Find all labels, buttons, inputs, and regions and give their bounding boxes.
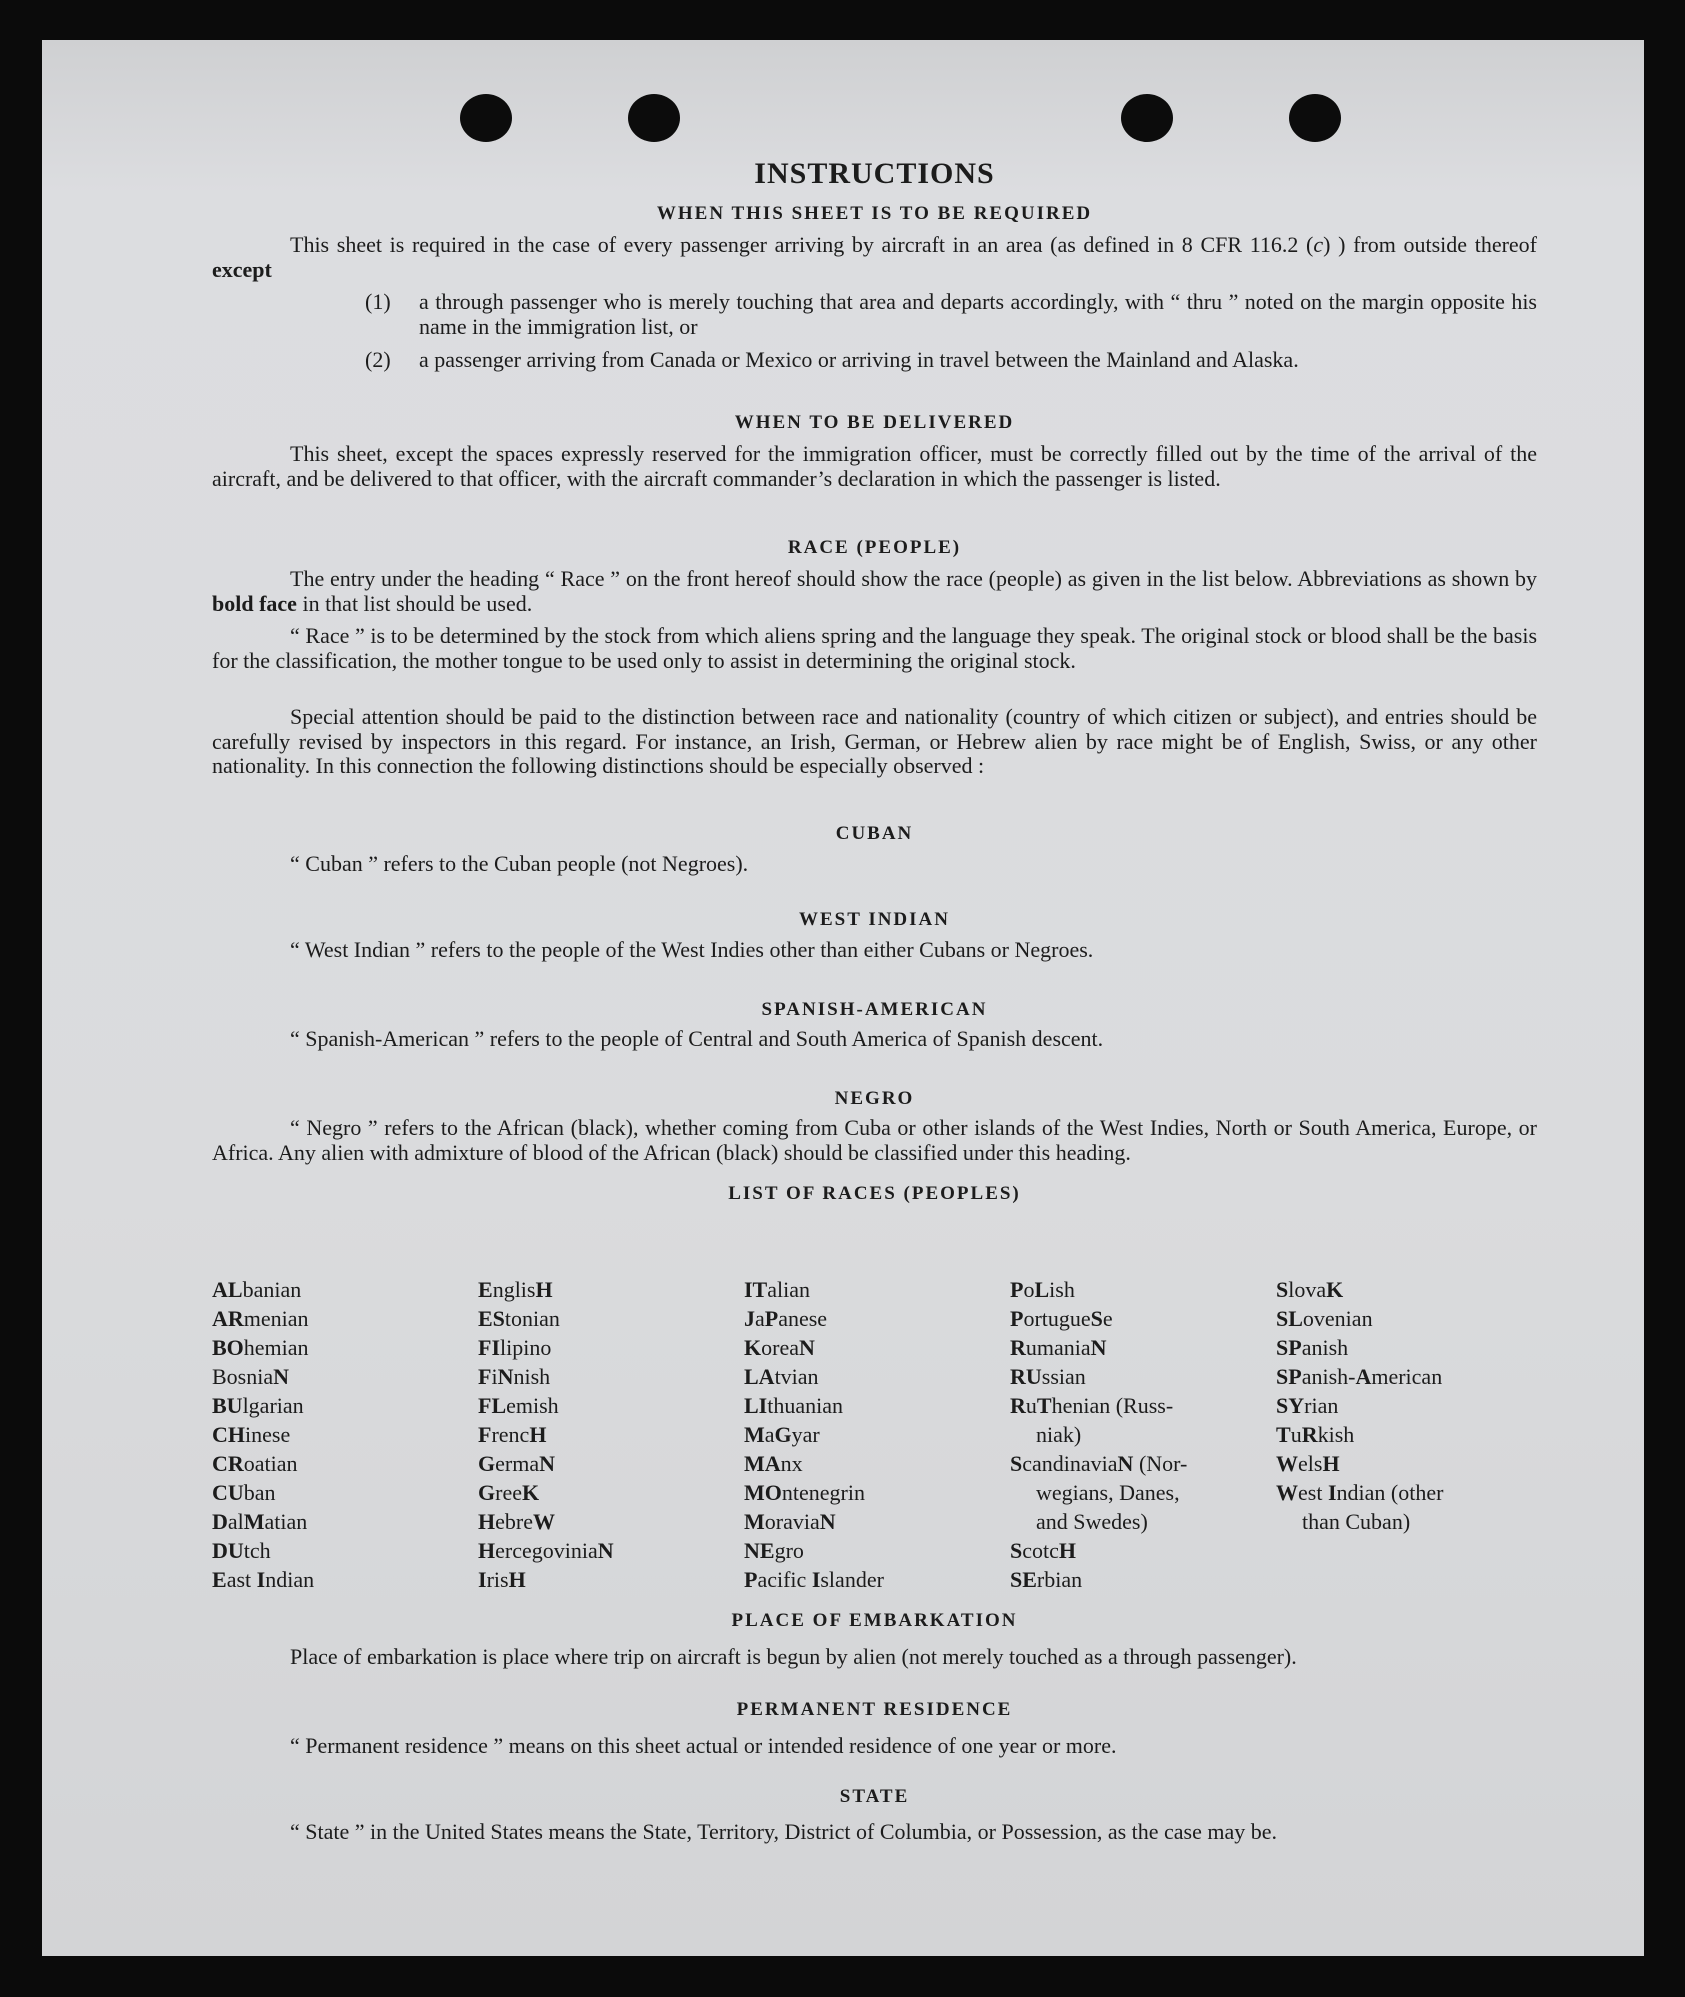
document-sheet (42, 40, 1644, 1956)
race-entry-text: Bosnia (212, 1364, 274, 1389)
race-entry-text: SE (1010, 1567, 1037, 1592)
race-entry-text: LA (744, 1364, 775, 1389)
race-entry-text: AL (212, 1277, 243, 1302)
race-entry-text: candinavia (1022, 1451, 1118, 1476)
exception-item-1: (1) a through passenger who is merely touching that area and departs accordingly, with “ thru ” noted on the margin opposite his name in the immigration list, or (365, 289, 1537, 339)
race-entry (1276, 1333, 1516, 1362)
race-entry-text: (Nor- (1133, 1451, 1188, 1476)
heading-list-of-races: LIST OF RACES (PEOPLES) (728, 1183, 1021, 1204)
paragraph-cuban: “ Cuban ” refers to the Cuban people (not Negroes). (290, 851, 749, 876)
race-entry-text: nglis (492, 1277, 536, 1302)
race-entry-text: MO (744, 1480, 782, 1505)
race-entry-text: a (755, 1306, 765, 1331)
race-entry-text: LI (744, 1393, 768, 1418)
race-entry-text: gro (774, 1538, 804, 1563)
heading-cuban: CUBAN (835, 823, 914, 844)
heading-negro: NEGRO (834, 1088, 915, 1109)
race-entry-text: S (1010, 1451, 1023, 1476)
race-entry-text: K (744, 1335, 762, 1360)
race-entry-text: e (1102, 1306, 1113, 1331)
race-entry-text: I (811, 1567, 821, 1592)
race-entry-text: oravia (764, 1509, 820, 1534)
race-entry-text: P (764, 1306, 779, 1331)
race-entry (1010, 1391, 1250, 1420)
race-entry-text: N (539, 1451, 555, 1476)
race-entry (1010, 1362, 1250, 1391)
race-entry (478, 1333, 718, 1362)
race-entry (1276, 1362, 1516, 1391)
race-entry-text: F (478, 1364, 492, 1389)
race-entry-text: K (1326, 1277, 1344, 1302)
race-entry-text: ebre (495, 1509, 533, 1534)
race-entry-text: L (1034, 1277, 1050, 1302)
race-entry (1276, 1304, 1516, 1333)
race-entry-text: est (1298, 1480, 1328, 1505)
race-entry (212, 1507, 452, 1536)
race-entry-text: DU (212, 1538, 244, 1563)
punch-hole (628, 94, 680, 142)
race-entry-text: N (1090, 1335, 1107, 1360)
punch-hole (460, 94, 512, 142)
race-entry-text: acific (757, 1567, 812, 1592)
race-entry-text: alian (767, 1277, 811, 1302)
punch-hole (1121, 94, 1173, 142)
heading-west-indian: WEST INDIAN (799, 909, 950, 930)
race-entry-text: FI (478, 1335, 500, 1360)
race-entry-text: IT (744, 1277, 768, 1302)
race-entry-text: ortugue (1023, 1306, 1091, 1331)
race-entry-text: N (497, 1364, 514, 1389)
race-entry-text: a (764, 1422, 775, 1447)
race-entry-text: henian (Russ- (1051, 1393, 1174, 1418)
race-entry-text: M (744, 1509, 765, 1534)
race-entry-text: BU (212, 1393, 243, 1418)
race-entry-text: anese (778, 1306, 828, 1331)
race-entry-text: slander (820, 1567, 884, 1592)
race-entry-text: H (478, 1538, 496, 1563)
race-entry-text: tch (243, 1538, 271, 1563)
race-entry-text: N (1117, 1451, 1134, 1476)
race-entry (212, 1362, 452, 1391)
race-entry-text: nx (780, 1451, 803, 1476)
heading-race: RACE (PEOPLE) (787, 537, 962, 558)
race-entry-text: CH (212, 1422, 245, 1447)
race-entry-text: W (532, 1509, 555, 1534)
race-entry (478, 1507, 718, 1536)
race-entry-text: ndian (265, 1567, 315, 1592)
race-entry-text: SL (1276, 1306, 1303, 1331)
race-entry-text: ndian (other (1336, 1480, 1444, 1505)
race-entry (212, 1275, 452, 1304)
race-entry-text: kish (1317, 1422, 1355, 1447)
race-entry (1276, 1420, 1516, 1449)
race-entry (744, 1391, 984, 1420)
race-entry (744, 1565, 984, 1594)
race-entry (1276, 1391, 1516, 1420)
race-entry-text: E (478, 1277, 493, 1302)
race-entry (1276, 1449, 1516, 1478)
race-entry-text: G (478, 1480, 496, 1505)
race-entry (478, 1536, 718, 1565)
race-entry (1276, 1478, 1516, 1507)
race-entry-text: RU (1010, 1364, 1042, 1389)
paragraph-state: “ State ” in the United States means the State, Territory, District of Columbia, or Possession, as the case may be. (290, 1819, 1278, 1844)
paragraph-race-2: “ Race ” is to be determined by the stock from which aliens spring and the language they speak. The original stock or blood shall be the basis for the classification, the mother tongue to be used only to assist in determining the original stock. (212, 623, 1537, 673)
race-entry (1276, 1275, 1516, 1304)
race-entry-text: W (1276, 1451, 1298, 1476)
race-entry (478, 1565, 718, 1594)
paragraph-race-1: The entry under the heading “ Race ” on the front hereof should show the race (people) as given in the list below. Abbreviations as shown by bold face in that list should be used. (212, 566, 1537, 616)
exception-item-2: (2) a passenger arriving from Canada or Mexico or arriving in travel between the Mainland and Alaska. (365, 347, 1299, 372)
race-entry-text: al (227, 1509, 244, 1534)
race-entry-text: oatian (243, 1451, 298, 1476)
race-entry (1276, 1507, 1516, 1536)
race-entry-text: and Swedes) (1036, 1509, 1148, 1534)
race-entry-text: than Cuban) (1302, 1509, 1411, 1534)
race-entry-text: D (212, 1509, 228, 1534)
race-entry-text: inese (245, 1422, 291, 1447)
race-entry-text: M (243, 1509, 265, 1534)
race-entry (212, 1449, 452, 1478)
race-entry-text: umania (1025, 1335, 1091, 1360)
race-list-column-1 (212, 1275, 452, 1594)
race-entry-text: P (1010, 1306, 1024, 1331)
race-entry (478, 1478, 718, 1507)
race-entry (744, 1536, 984, 1565)
race-entry-text: hemian (243, 1335, 309, 1360)
race-entry-text: F (478, 1422, 492, 1447)
race-entry-text: rbian (1036, 1567, 1083, 1592)
race-entry-text: N (819, 1509, 836, 1534)
race-entry-text: merican (1371, 1364, 1443, 1389)
race-entry-text: FL (478, 1393, 507, 1418)
race-entry-text: ban (243, 1480, 276, 1505)
race-entry-text: ercegovinia (495, 1538, 598, 1563)
heading-when-required: WHEN THIS SHEET IS TO BE REQUIRED (656, 203, 1093, 224)
paragraph-spanish-american: “ Spanish-American ” refers to the people of Central and South America of Spanish descent. (290, 1026, 1104, 1051)
race-entry (1010, 1275, 1250, 1304)
race-entry (1010, 1449, 1250, 1478)
race-entry (744, 1333, 984, 1362)
race-entry-text: orea (761, 1335, 799, 1360)
race-entry-text: thuanian (767, 1393, 844, 1418)
race-entry-text: lgarian (242, 1393, 304, 1418)
race-entry-text: ntenegrin (781, 1480, 865, 1505)
race-entry-text: ree (495, 1480, 522, 1505)
race-entry-text: tonian (504, 1306, 560, 1331)
race-entry-text: G (774, 1422, 792, 1447)
race-entry-text: N (273, 1364, 290, 1389)
race-entry-text: niak) (1036, 1422, 1082, 1447)
race-list-column-2 (478, 1275, 718, 1594)
race-entry-text: erma (495, 1451, 540, 1476)
race-entry-text: R (1010, 1335, 1026, 1360)
race-entry-text: renc (491, 1422, 530, 1447)
race-entry-text: ish (1049, 1277, 1075, 1302)
race-entry-text: P (744, 1567, 758, 1592)
race-entry-text: lova (1288, 1277, 1327, 1302)
race-entry-text: ssian (1041, 1364, 1086, 1389)
race-entry-text: nish (513, 1364, 551, 1389)
race-entry-text: tvian (774, 1364, 819, 1389)
race-entry-text: SP (1276, 1364, 1302, 1389)
race-entry-text: u (1290, 1422, 1302, 1447)
race-entry-text: BO (212, 1335, 244, 1360)
heading-permanent-residence: PERMANENT RESIDENCE (736, 1699, 1013, 1720)
race-entry (744, 1304, 984, 1333)
race-entry-text: ast (226, 1567, 257, 1592)
race-entry (212, 1391, 452, 1420)
race-entry-text: NE (744, 1538, 775, 1563)
race-entry (478, 1420, 718, 1449)
race-entry-text: I (478, 1567, 487, 1592)
race-entry-text: N (798, 1335, 815, 1360)
race-entry-text: I (1327, 1480, 1337, 1505)
race-entry-text: atian (264, 1509, 308, 1534)
race-entry-text: H (478, 1509, 496, 1534)
race-entry (478, 1275, 718, 1304)
race-entry-text: cotc (1022, 1538, 1059, 1563)
race-entry (1010, 1420, 1250, 1449)
race-entry-text: S (1090, 1306, 1103, 1331)
race-entry-text: H (508, 1567, 526, 1592)
race-entry (1010, 1304, 1250, 1333)
race-entry (744, 1507, 984, 1536)
race-entry-text: H (535, 1277, 553, 1302)
race-entry (212, 1420, 452, 1449)
race-entry (212, 1536, 452, 1565)
paragraph-when-delivered: This sheet, except the spaces expressly reserved for the immigration officer, must be correctly filled out by the time of the arrival of the aircraft, and be delivered to that officer, with the aircraft commander’s declaration in which the passenger is listed. (212, 441, 1537, 491)
race-entry-text: R (1010, 1393, 1026, 1418)
race-entry-text: ES (478, 1306, 505, 1331)
heading-spanish-american: SPANISH-AMERICAN (761, 999, 988, 1020)
race-entry-text: E (212, 1567, 227, 1592)
race-entry (744, 1449, 984, 1478)
race-entry (212, 1304, 452, 1333)
race-entry (744, 1275, 984, 1304)
race-entry-text: lipino (500, 1335, 552, 1360)
heading-when-delivered: WHEN TO BE DELIVERED (734, 412, 1015, 433)
race-entry (1010, 1565, 1250, 1594)
race-entry-text: H (1058, 1538, 1077, 1563)
race-entry-text: H (529, 1422, 547, 1447)
race-entry (478, 1449, 718, 1478)
race-entry-text: AR (212, 1306, 244, 1331)
paragraph-race-3: Special attention should be paid to the distinction between race and nationality (country of which citizen or subject), and entries should be carefully revised by inspectors in this regard. For instance, an Irish, German, or Hebrew alien by race might be of English, Swiss, or any other nationality. In this connection the following distinctions should be especially observed : (212, 704, 1537, 778)
paragraph-west-indian: “ West Indian ” refers to the people of the West Indies other than either Cubans or Negroes. (290, 937, 1094, 962)
race-entry-text: rian (1304, 1393, 1339, 1418)
heading-state: STATE (839, 1786, 910, 1807)
race-entry (744, 1362, 984, 1391)
race-entry-text: A (1355, 1364, 1372, 1389)
race-entry-text: anish- (1301, 1364, 1356, 1389)
race-entry-text: S (1276, 1277, 1289, 1302)
race-entry (478, 1391, 718, 1420)
race-entry (1010, 1333, 1250, 1362)
punch-hole (1289, 94, 1341, 142)
race-entry-text: W (1276, 1480, 1298, 1505)
race-entry-text: I (256, 1567, 266, 1592)
race-entry-text: CU (212, 1480, 244, 1505)
race-entry-text: N (597, 1538, 614, 1563)
race-entry-text: SY (1276, 1393, 1305, 1418)
race-entry-text: banian (242, 1277, 302, 1302)
race-entry-text: S (1010, 1538, 1023, 1563)
race-entry-text: H (1322, 1451, 1340, 1476)
race-entry-text: T (1036, 1393, 1052, 1418)
race-list-column-4 (1010, 1275, 1250, 1594)
race-entry-text: R (1301, 1422, 1318, 1447)
race-entry-text: o (1023, 1277, 1035, 1302)
paragraph-negro: “ Negro ” refers to the African (black), whether coming from Cuba or other islands of the West Indies, North or South America, Europe, or Africa. Any alien with admixture of blood of the African (black) should be classified under this heading. (212, 1115, 1537, 1165)
race-entry-text: CR (212, 1451, 244, 1476)
race-entry (744, 1420, 984, 1449)
race-entry-text: menian (243, 1306, 309, 1331)
race-entry-text: yar (791, 1422, 820, 1447)
race-entry-text: SP (1276, 1335, 1302, 1360)
race-entry-text: T (1276, 1422, 1291, 1447)
race-entry-text: MA (744, 1451, 781, 1476)
heading-embarkation: PLACE OF EMBARKATION (731, 1610, 1018, 1631)
race-entry (1010, 1478, 1250, 1507)
race-entry-text: emish (506, 1393, 559, 1418)
race-entry-text: J (744, 1306, 755, 1331)
paragraph-permanent-residence: “ Permanent residence ” means on this sheet actual or intended residence of one year or more. (290, 1733, 1117, 1758)
race-entry-text: K (521, 1480, 540, 1505)
race-entry-text: els (1298, 1451, 1323, 1476)
race-entry-text: M (744, 1422, 765, 1447)
race-entry (1010, 1536, 1250, 1565)
race-entry (1010, 1507, 1250, 1536)
paragraph-when-required: This sheet is required in the case of every passenger arriving by aircraft in an area (as defined in 8 CFR 116.2 (c) ) from outside thereof except (212, 232, 1537, 282)
race-entry-text: i (491, 1364, 498, 1389)
race-entry (212, 1333, 452, 1362)
race-entry-text: u (1025, 1393, 1037, 1418)
race-entry-text: anish (1301, 1335, 1349, 1360)
race-entry-text: ris (486, 1567, 509, 1592)
race-entry (212, 1478, 452, 1507)
race-entry-text: G (478, 1451, 496, 1476)
race-entry (212, 1565, 452, 1594)
race-entry-text: P (1010, 1277, 1024, 1302)
race-entry-text: wegians, Danes, (1036, 1480, 1180, 1505)
race-entry (478, 1304, 718, 1333)
race-entry (478, 1362, 718, 1391)
race-entry (744, 1478, 984, 1507)
page-title: INSTRUCTIONS (754, 157, 995, 190)
race-list-column-5 (1276, 1275, 1516, 1536)
race-list-column-3 (744, 1275, 984, 1594)
race-entry-text: ovenian (1302, 1306, 1373, 1331)
paragraph-embarkation: Place of embarkation is place where trip on aircraft is begun by alien (not merely touched as a through passenger). (290, 1644, 1297, 1669)
